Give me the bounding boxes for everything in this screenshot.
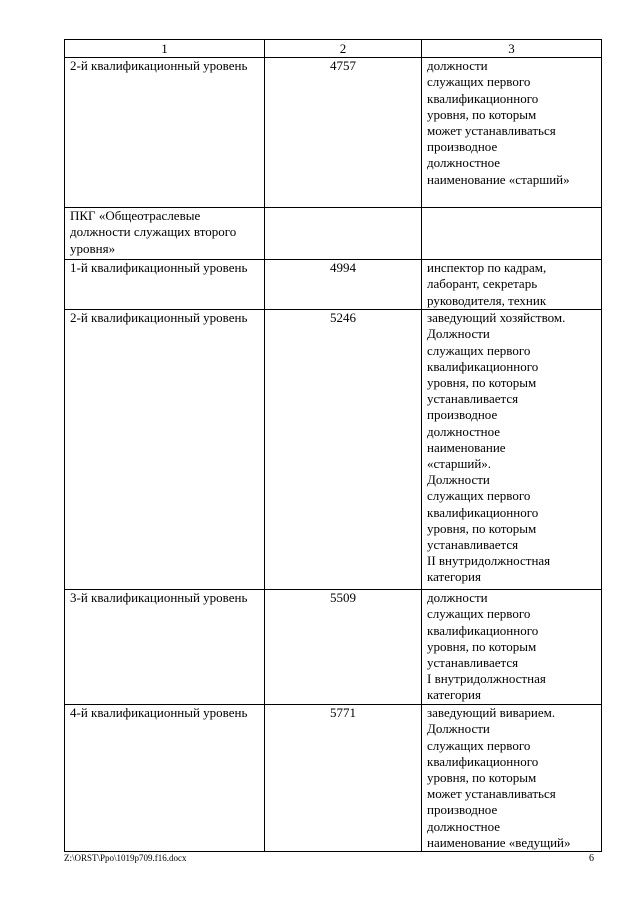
- level-cell: 2-й квалификационный уровень: [65, 58, 265, 208]
- amount-cell: 5771: [265, 705, 422, 852]
- footer-page-number: 6: [589, 853, 594, 864]
- positions-text: заведующий виварием. Должности служащих первого квалификационного уровня, по которым может устанавливаться производное должностное наименование «ведущий»: [427, 705, 571, 850]
- table-header-row: [65, 40, 602, 58]
- amount-cell: 4757: [265, 58, 422, 208]
- amount-cell: 5509: [265, 590, 422, 705]
- positions-cell: [422, 705, 602, 852]
- table-row: [65, 590, 602, 705]
- table-row: [65, 310, 602, 590]
- salary-table: [64, 39, 602, 852]
- amount-cell: [265, 208, 422, 260]
- positions-cell: [422, 260, 602, 310]
- column-header-1: 1: [65, 40, 265, 58]
- positions-cell: [422, 310, 602, 590]
- footer-file-path: Z:\ORST\Ppo\1019p709.f16.docx: [64, 853, 187, 863]
- group-heading-cell: ПКГ «Общеотраслевые должности служащих второго уровня»: [65, 208, 265, 260]
- level-cell: 1-й квалификационный уровень: [65, 260, 265, 310]
- positions-text: инспектор по кадрам, лаборант, секретарь руководителя, техник: [427, 260, 547, 308]
- table-row: [65, 58, 602, 208]
- positions-text: заведующий хозяйством. Должности служащих первого квалификационного уровня, по которым устанавливается производное должностное наименование «старший». Должности служащих первого квалификационного уровня, по которым устанавливается II внутридолжностная категория: [427, 310, 566, 585]
- amount-cell: 5246: [265, 310, 422, 590]
- positions-cell: [422, 590, 602, 705]
- positions-cell: [422, 208, 602, 260]
- positions-cell: [422, 58, 602, 208]
- positions-text: должности служащих первого квалификационного уровня, по которым может устанавливаться производное должностное наименование «старший»: [427, 58, 570, 187]
- amount-cell: 4994: [265, 260, 422, 310]
- positions-text: должности служащих первого квалификационного уровня, по которым устанавливается I внутридолжностная категория: [427, 590, 546, 703]
- level-cell: 2-й квалификационный уровень: [65, 310, 265, 590]
- level-cell: 3-й квалификационный уровень: [65, 590, 265, 705]
- column-header-2: 2: [265, 40, 422, 58]
- table-row: [65, 705, 602, 852]
- level-cell: 4-й квалификационный уровень: [65, 705, 265, 852]
- column-header-3: 3: [422, 40, 602, 58]
- table-row-group-heading: [65, 208, 602, 260]
- table-row: [65, 260, 602, 310]
